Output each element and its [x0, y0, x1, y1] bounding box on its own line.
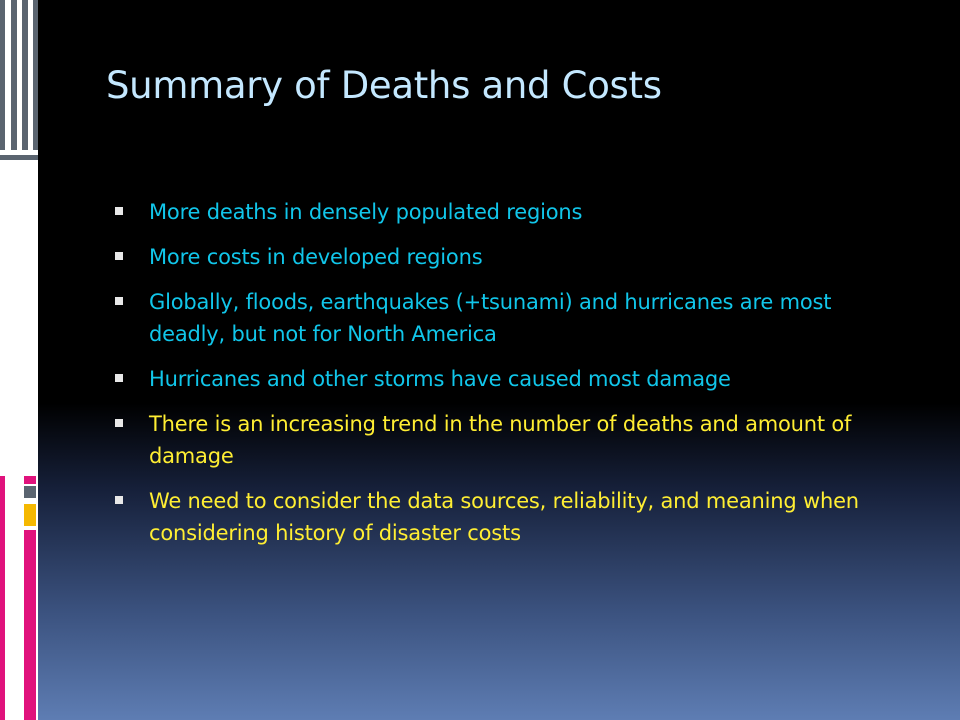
- stripe-pink-left: [0, 476, 5, 720]
- stripe-gray-top-3: [22, 0, 28, 150]
- square-bullet-icon: [115, 207, 123, 215]
- stripe-gray-top: [0, 0, 5, 150]
- stripe-gray-mid: [0, 155, 38, 160]
- stripe-gold-block: [24, 504, 36, 526]
- stripe-gray-top-4: [33, 0, 38, 150]
- bullet-text: We need to consider the data sources, reliability, and meaning when considering history of disaster costs: [149, 489, 859, 545]
- bullet-item: [114, 286, 904, 350]
- bullet-list: [114, 196, 904, 562]
- square-bullet-icon: [115, 374, 123, 382]
- square-bullet-icon: [115, 252, 123, 260]
- bullet-item: [114, 485, 904, 549]
- left-decorative-strip: [0, 0, 38, 720]
- square-bullet-icon: [115, 496, 123, 504]
- slide-title: Summary of Deaths and Costs: [106, 64, 662, 107]
- bullet-text: Hurricanes and other storms have caused most damage: [149, 367, 731, 391]
- square-bullet-icon: [115, 297, 123, 305]
- bullet-text: More costs in developed regions: [149, 245, 483, 269]
- bullet-text: More deaths in densely populated regions: [149, 200, 583, 224]
- stripe-pink-block-2: [24, 530, 36, 720]
- bullet-text: Globally, floods, earthquakes (+tsunami) and hurricanes are most deadly, but not for North America: [149, 290, 832, 346]
- bullet-item: [114, 408, 904, 472]
- bullet-item: [114, 196, 904, 228]
- bullet-item: [114, 363, 904, 395]
- bullet-item: [114, 241, 904, 273]
- stripe-gray-top-2: [11, 0, 17, 150]
- square-bullet-icon: [115, 419, 123, 427]
- stripe-gray-block: [24, 486, 36, 498]
- bullet-text: There is an increasing trend in the number of deaths and amount of damage: [149, 412, 852, 468]
- stripe-pink-block-1: [24, 476, 36, 484]
